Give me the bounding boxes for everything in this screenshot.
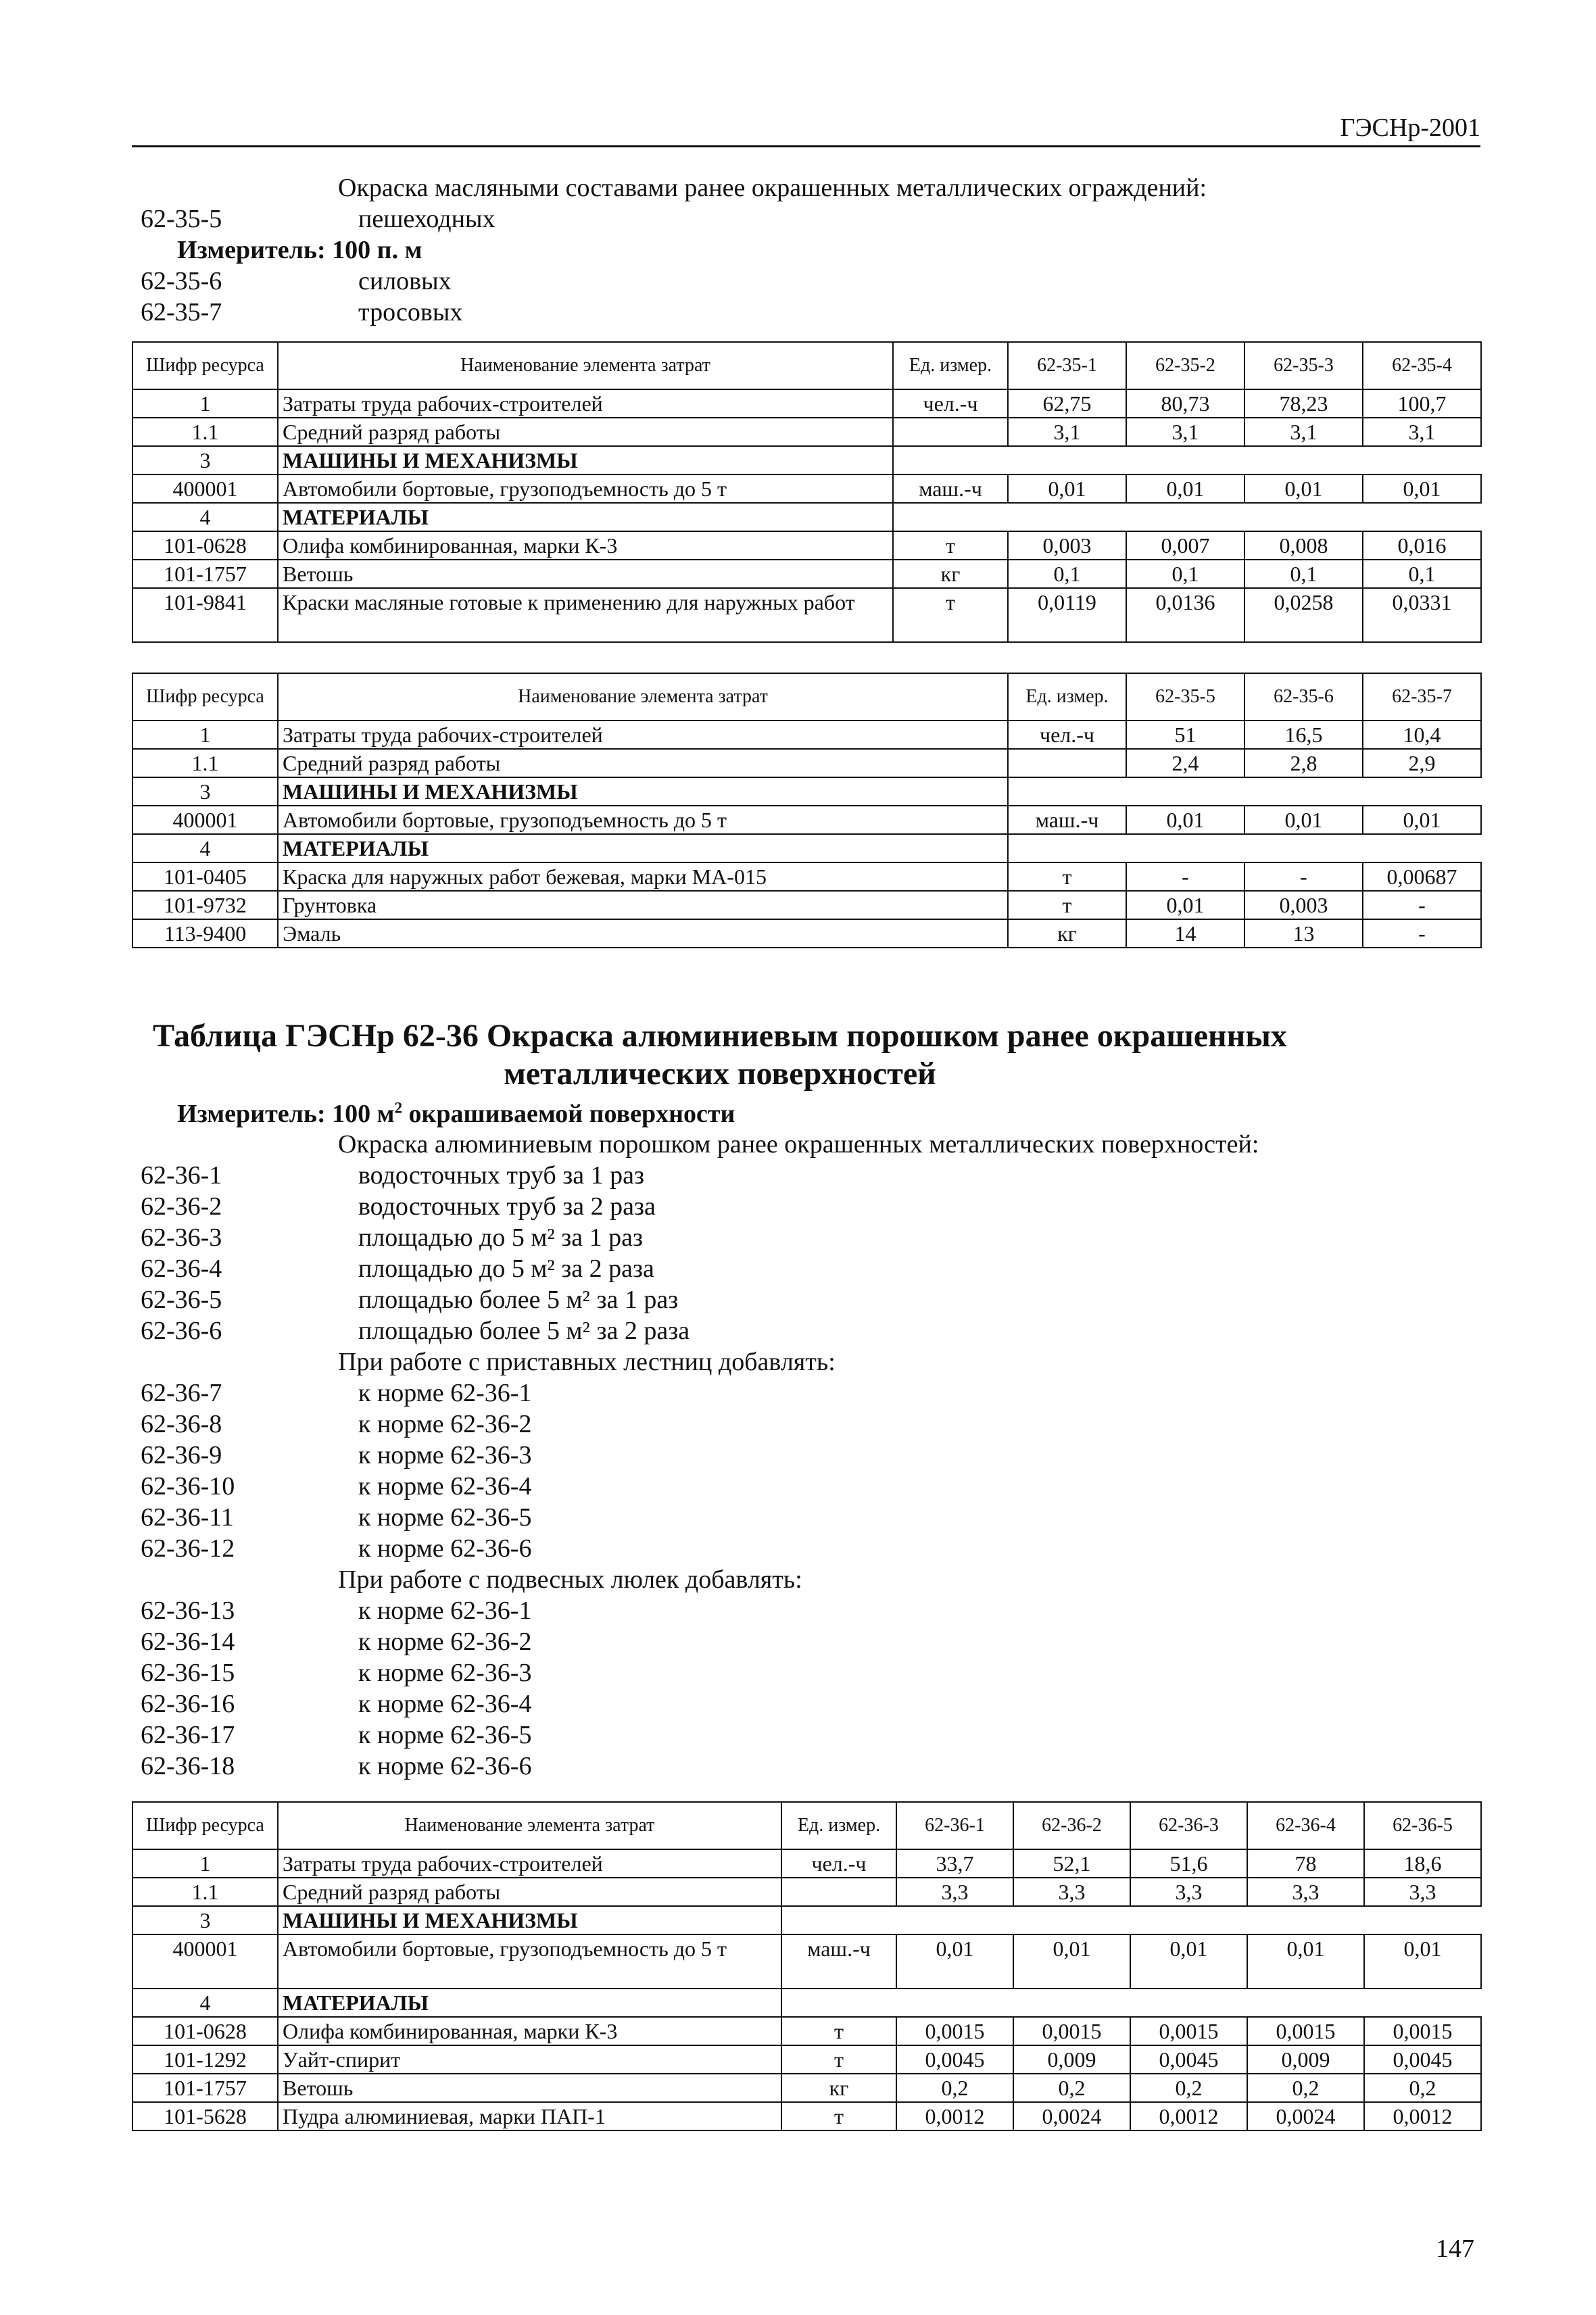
value-cell: 10,4 xyxy=(1363,721,1481,749)
element-name-cell: МАШИНЫ И МЕХАНИЗМЫ xyxy=(278,1906,781,1934)
element-name-cell: МАШИНЫ И МЕХАНИЗМЫ xyxy=(278,446,893,474)
unit-cell: т xyxy=(1008,891,1126,919)
unit-cell: маш.-ч xyxy=(893,474,1008,503)
column-header: Наименование элемента затрат xyxy=(278,1802,781,1849)
value-cell: - xyxy=(1363,891,1481,919)
table-title-line1: Таблица ГЭСНр 62-36 Окраска алюминиевым порошком ранее окрашенных xyxy=(153,1018,1287,1054)
value-cell: 13 xyxy=(1244,919,1363,948)
value-cell: 0,01 xyxy=(1244,474,1363,503)
table-row xyxy=(132,1989,1481,2017)
value-cell xyxy=(1247,1989,1364,2017)
value-cell: 0,01 xyxy=(1247,1934,1364,1989)
subheading-cradles: При работе с подвесных люлек добавлять: xyxy=(338,1565,802,1594)
resource-code-cell: 101-0628 xyxy=(132,531,278,560)
value-cell: 0,01 xyxy=(1126,474,1244,503)
value-cell: 0,0136 xyxy=(1126,588,1244,642)
item-text: площадью более 5 м² за 2 раза xyxy=(358,1317,690,1345)
table-row xyxy=(132,2017,1481,2045)
value-cell xyxy=(1126,446,1244,474)
value-cell: 0,0012 xyxy=(1130,2102,1247,2130)
table-row xyxy=(132,862,1481,891)
element-name-cell: Автомобили бортовые, грузоподъемность до 5 т xyxy=(278,806,1008,834)
resource-code-cell: 113-9400 xyxy=(132,919,278,948)
table-row xyxy=(132,1906,1481,1934)
value-cell xyxy=(1247,1906,1364,1934)
resource-code-cell: 101-0628 xyxy=(132,2017,278,2045)
value-cell: 0,01 xyxy=(1363,806,1481,834)
value-cell: 0,003 xyxy=(1244,891,1363,919)
unit-cell: т xyxy=(781,2045,896,2074)
value-cell xyxy=(896,1906,1013,1934)
value-cell xyxy=(1126,503,1244,531)
unit-cell: т xyxy=(781,2102,896,2130)
value-cell xyxy=(1126,834,1244,862)
unit-cell xyxy=(781,1878,896,1906)
table-row xyxy=(132,806,1481,834)
element-name-cell: Олифа комбинированная, марки К-3 xyxy=(278,531,893,560)
item-text: к норме 62-36-5 xyxy=(358,1721,532,1749)
value-cell xyxy=(1244,777,1363,806)
table-row xyxy=(132,418,1481,446)
item-text: водосточных труб за 1 раз xyxy=(358,1161,644,1190)
unit-cell xyxy=(781,1906,896,1934)
value-cell: 100,7 xyxy=(1363,389,1481,418)
unit-cell: т xyxy=(893,531,1008,560)
unit-cell xyxy=(1008,749,1126,777)
resource-code-cell: 101-5628 xyxy=(132,2102,278,2130)
value-cell: - xyxy=(1126,862,1244,891)
item-code: 62-36-16 xyxy=(141,1690,235,1718)
value-cell xyxy=(1244,834,1363,862)
value-cell: 0,009 xyxy=(1013,2045,1130,2074)
value-cell: 0,0024 xyxy=(1247,2102,1364,2130)
value-cell xyxy=(1013,1989,1130,2017)
value-cell: 0,01 xyxy=(896,1934,1013,1989)
item-code: 62-36-17 xyxy=(141,1721,235,1749)
value-cell: 0,0015 xyxy=(1364,2017,1481,2045)
resource-code-cell: 3 xyxy=(132,777,278,806)
resource-code-cell: 101-1292 xyxy=(132,2045,278,2074)
column-header: 62-35-4 xyxy=(1363,342,1481,389)
element-name-cell: Затраты труда рабочих-строителей xyxy=(278,721,1008,749)
item-code: 62-36-2 xyxy=(141,1192,222,1221)
header-row xyxy=(132,673,1481,721)
element-name-cell: Средний разряд работы xyxy=(278,1878,781,1906)
value-cell: 0,01 xyxy=(1244,806,1363,834)
value-cell: 51 xyxy=(1126,721,1244,749)
value-cell: 0,003 xyxy=(1008,531,1126,560)
value-cell: 3,3 xyxy=(896,1878,1013,1906)
sec1-intro: Окраска масляными составами ранее окрашенных металлических ограждений: xyxy=(338,174,1207,202)
column-header: 62-36-5 xyxy=(1364,1802,1481,1849)
column-header: Шифр ресурса xyxy=(132,1802,278,1849)
item-code: 62-36-10 xyxy=(141,1472,235,1501)
column-header: Ед. измер. xyxy=(1008,673,1126,721)
resource-table-62-35-1-4 xyxy=(132,341,1482,643)
unit-cell xyxy=(893,446,1008,474)
element-name-cell: Средний разряд работы xyxy=(278,749,1008,777)
element-name-cell: Эмаль xyxy=(278,919,1008,948)
table-row xyxy=(132,749,1481,777)
value-cell: 14 xyxy=(1126,919,1244,948)
unit-cell: кг xyxy=(781,2074,896,2102)
element-name-cell: Краска для наружных работ бежевая, марки МА-015 xyxy=(278,862,1008,891)
meter-label: Измеритель: 100 п. м xyxy=(177,236,422,264)
sec2-intro: Окраска алюминиевым порошком ранее окрашенных металлических поверхностей: xyxy=(338,1130,1259,1159)
value-cell xyxy=(1008,446,1126,474)
element-name-cell: МАТЕРИАЛЫ xyxy=(278,503,893,531)
table-row xyxy=(132,503,1481,531)
element-name-cell: Уайт-спирит xyxy=(278,2045,781,2074)
item-text: к норме 62-36-1 xyxy=(358,1379,532,1407)
value-cell: 3,3 xyxy=(1130,1878,1247,1906)
item-code: 62-36-3 xyxy=(141,1223,222,1252)
item-text: к норме 62-36-4 xyxy=(358,1472,532,1501)
value-cell: 3,3 xyxy=(1364,1878,1481,1906)
value-cell: 0,008 xyxy=(1244,531,1363,560)
value-cell: 2,9 xyxy=(1363,749,1481,777)
item-code: 62-36-13 xyxy=(141,1597,235,1625)
table-row xyxy=(132,474,1481,503)
item-code: 62-36-18 xyxy=(141,1752,235,1780)
item-text: к норме 62-36-3 xyxy=(358,1659,532,1687)
item-text: к норме 62-36-2 xyxy=(358,1628,532,1656)
column-header: 62-35-6 xyxy=(1244,673,1363,721)
table-row xyxy=(132,389,1481,418)
item-text: к норме 62-36-2 xyxy=(358,1410,532,1438)
table-row xyxy=(132,1878,1481,1906)
value-cell: 0,0119 xyxy=(1008,588,1126,642)
unit-cell: кг xyxy=(1008,919,1126,948)
resource-table-62-35-5-7 xyxy=(132,673,1482,948)
value-cell: 2,8 xyxy=(1244,749,1363,777)
value-cell xyxy=(1244,446,1363,474)
item-code: 62-36-5 xyxy=(141,1286,222,1314)
value-cell: 3,1 xyxy=(1363,418,1481,446)
column-header: Шифр ресурса xyxy=(132,673,278,721)
value-cell: 0,01 xyxy=(1008,474,1126,503)
resource-code-cell: 101-1757 xyxy=(132,2074,278,2102)
value-cell: 51,6 xyxy=(1130,1849,1247,1878)
value-cell: 3,1 xyxy=(1008,418,1126,446)
table-row xyxy=(132,2102,1481,2130)
element-name-cell: Затраты труда рабочих-строителей xyxy=(278,1849,781,1878)
value-cell: 3,3 xyxy=(1013,1878,1130,1906)
resource-code-cell: 101-9841 xyxy=(132,588,278,642)
column-header: 62-35-2 xyxy=(1126,342,1244,389)
unit-cell: т xyxy=(893,588,1008,642)
element-name-cell: Олифа комбинированная, марки К-3 xyxy=(278,2017,781,2045)
element-name-cell: Затраты труда рабочих-строителей xyxy=(278,389,893,418)
resource-code-cell: 1 xyxy=(132,721,278,749)
value-cell: 0,01 xyxy=(1013,1934,1130,1989)
value-cell xyxy=(1363,503,1481,531)
value-cell: 0,2 xyxy=(1247,2074,1364,2102)
unit-cell: чел.-ч xyxy=(893,389,1008,418)
column-header: Ед. измер. xyxy=(893,342,1008,389)
unit-cell: маш.-ч xyxy=(781,1934,896,1989)
table-row xyxy=(132,1934,1481,1989)
item-text: площадью до 5 м² за 1 раз xyxy=(358,1223,644,1252)
column-header: Наименование элемента затрат xyxy=(278,342,893,389)
item-code: 62-35-5 xyxy=(141,205,222,233)
column-header: Ед. измер. xyxy=(781,1802,896,1849)
element-name-cell: Ветошь xyxy=(278,2074,781,2102)
value-cell: 3,3 xyxy=(1247,1878,1364,1906)
item-text: площадью до 5 м² за 2 раза xyxy=(358,1254,654,1283)
subheading-ladders: При работе с приставных лестниц добавлять: xyxy=(338,1348,836,1376)
item-code: 62-36-7 xyxy=(141,1379,222,1407)
resource-code-cell: 1 xyxy=(132,389,278,418)
column-header: 62-35-1 xyxy=(1008,342,1126,389)
value-cell: 0,2 xyxy=(896,2074,1013,2102)
resource-code-cell: 1.1 xyxy=(132,418,278,446)
value-cell: - xyxy=(1363,919,1481,948)
item-text: силовых xyxy=(358,267,452,295)
column-header: Шифр ресурса xyxy=(132,342,278,389)
table-row xyxy=(132,560,1481,588)
item-code: 62-36-9 xyxy=(141,1441,222,1469)
resource-table-62-36 xyxy=(132,1801,1482,2131)
unit-cell: чел.-ч xyxy=(781,1849,896,1878)
item-text: к норме 62-36-6 xyxy=(358,1534,532,1563)
resource-code-cell: 400001 xyxy=(132,474,278,503)
value-cell xyxy=(1008,503,1126,531)
resource-code-cell: 101-0405 xyxy=(132,862,278,891)
item-code: 62-36-8 xyxy=(141,1410,222,1438)
unit-cell: кг xyxy=(893,560,1008,588)
value-cell: 0,0258 xyxy=(1244,588,1363,642)
value-cell: 2,4 xyxy=(1126,749,1244,777)
table-title-line2: металлических поверхностей xyxy=(504,1056,936,1092)
column-header: 62-36-1 xyxy=(896,1802,1013,1849)
item-text: к норме 62-36-5 xyxy=(358,1503,532,1532)
header-row xyxy=(132,342,1481,389)
element-name-cell: Грунтовка xyxy=(278,891,1008,919)
table-row xyxy=(132,2045,1481,2074)
value-cell: 3,1 xyxy=(1126,418,1244,446)
item-code: 62-36-6 xyxy=(141,1317,222,1345)
unit-cell xyxy=(893,503,1008,531)
element-name-cell: МАТЕРИАЛЫ xyxy=(278,834,1008,862)
element-name-cell: МАТЕРИАЛЫ xyxy=(278,1989,781,2017)
item-code: 62-36-1 xyxy=(141,1161,222,1190)
running-header xyxy=(132,112,1480,147)
resource-code-cell: 3 xyxy=(132,1906,278,1934)
column-header: 62-35-5 xyxy=(1126,673,1244,721)
item-text: тросовых xyxy=(358,298,463,326)
value-cell: 18,6 xyxy=(1364,1849,1481,1878)
item-text: пешеходных xyxy=(358,205,495,233)
unit-cell xyxy=(1008,834,1126,862)
value-cell xyxy=(1126,777,1244,806)
resource-code-cell: 3 xyxy=(132,446,278,474)
value-cell: 78,23 xyxy=(1244,389,1363,418)
value-cell: 78 xyxy=(1247,1849,1364,1878)
item-code: 62-36-12 xyxy=(141,1534,235,1563)
resource-code-cell: 1.1 xyxy=(132,1878,278,1906)
value-cell: 0,00687 xyxy=(1363,862,1481,891)
table-row xyxy=(132,1849,1481,1878)
item-code: 62-36-14 xyxy=(141,1628,235,1656)
unit-cell: т xyxy=(1008,862,1126,891)
table-row xyxy=(132,531,1481,560)
resource-code-cell: 1.1 xyxy=(132,749,278,777)
column-header: 62-36-2 xyxy=(1013,1802,1130,1849)
value-cell: 80,73 xyxy=(1126,389,1244,418)
value-cell: 0,1 xyxy=(1244,560,1363,588)
table-row xyxy=(132,891,1481,919)
item-text: к норме 62-36-6 xyxy=(358,1752,532,1780)
value-cell: 0,0012 xyxy=(1364,2102,1481,2130)
resource-code-cell: 4 xyxy=(132,834,278,862)
value-cell: 0,01 xyxy=(1363,474,1481,503)
item-text: к норме 62-36-3 xyxy=(358,1441,532,1469)
column-header: 62-35-7 xyxy=(1363,673,1481,721)
value-cell: 0,1 xyxy=(1363,560,1481,588)
header-row xyxy=(132,1802,1481,1849)
table-row xyxy=(132,919,1481,948)
value-cell xyxy=(1363,834,1481,862)
value-cell: 0,2 xyxy=(1013,2074,1130,2102)
resource-code-cell: 101-1757 xyxy=(132,560,278,588)
unit-cell xyxy=(893,418,1008,446)
value-cell: 0,0015 xyxy=(1130,2017,1247,2045)
element-name-cell: Ветошь xyxy=(278,560,893,588)
element-name-cell: Средний разряд работы xyxy=(278,418,893,446)
value-cell: 0,016 xyxy=(1363,531,1481,560)
value-cell: 0,2 xyxy=(1364,2074,1481,2102)
resource-code-cell: 1 xyxy=(132,1849,278,1878)
value-cell: 0,0015 xyxy=(1013,2017,1130,2045)
value-cell xyxy=(1364,1989,1481,2017)
value-cell: 0,007 xyxy=(1126,531,1244,560)
unit-cell: т xyxy=(781,2017,896,2045)
value-cell xyxy=(1363,777,1481,806)
value-cell xyxy=(1244,503,1363,531)
table-row xyxy=(132,2074,1481,2102)
unit-cell: чел.-ч xyxy=(1008,721,1126,749)
value-cell: 0,009 xyxy=(1247,2045,1364,2074)
value-cell: 0,0015 xyxy=(896,2017,1013,2045)
meter-label-62-36: Измеритель: 100 $м^2$ окрашиваемой поверхности xyxy=(177,1099,735,1128)
table-row xyxy=(132,446,1481,474)
value-cell: 0,1 xyxy=(1008,560,1126,588)
value-cell: 0,2 xyxy=(1130,2074,1247,2102)
resource-code-cell: 400001 xyxy=(132,806,278,834)
value-cell: 0,0045 xyxy=(1130,2045,1247,2074)
column-header: 62-36-4 xyxy=(1247,1802,1364,1849)
value-cell xyxy=(1013,1906,1130,1934)
element-name-cell: Краски масляные готовые к применению для наружных работ xyxy=(278,588,893,642)
page-number: 147 xyxy=(1436,2235,1474,2263)
value-cell xyxy=(896,1989,1013,2017)
table-row xyxy=(132,721,1481,749)
item-text: водосточных труб за 2 раза xyxy=(358,1192,656,1221)
table-row xyxy=(132,588,1481,642)
value-cell: 0,1 xyxy=(1126,560,1244,588)
column-header: Наименование элемента затрат xyxy=(278,673,1008,721)
value-cell: 0,0045 xyxy=(896,2045,1013,2074)
value-cell: 0,01 xyxy=(1126,891,1244,919)
value-cell: 52,1 xyxy=(1013,1849,1130,1878)
unit-cell xyxy=(781,1989,896,2017)
table-row xyxy=(132,834,1481,862)
value-cell: 3,1 xyxy=(1244,418,1363,446)
element-name-cell: Пудра алюминиевая, марки ПАП-1 xyxy=(278,2102,781,2130)
table-row xyxy=(132,777,1481,806)
value-cell: 0,0045 xyxy=(1364,2045,1481,2074)
resource-code-cell: 4 xyxy=(132,503,278,531)
resource-code-cell: 400001 xyxy=(132,1934,278,1989)
resource-code-cell: 4 xyxy=(132,1989,278,2017)
column-header: 62-35-3 xyxy=(1244,342,1363,389)
element-name-cell: МАШИНЫ И МЕХАНИЗМЫ xyxy=(278,777,1008,806)
value-cell: 33,7 xyxy=(896,1849,1013,1878)
item-code: 62-36-4 xyxy=(141,1254,222,1283)
value-cell xyxy=(1364,1906,1481,1934)
value-cell: 16,5 xyxy=(1244,721,1363,749)
value-cell: 0,01 xyxy=(1130,1934,1247,1989)
value-cell: 0,0012 xyxy=(896,2102,1013,2130)
item-code: 62-36-11 xyxy=(141,1503,234,1532)
value-cell: 0,01 xyxy=(1364,1934,1481,1989)
unit-cell xyxy=(1008,777,1126,806)
header-code: ГЭСНр-2001 xyxy=(1340,114,1480,142)
item-text: к норме 62-36-4 xyxy=(358,1690,532,1718)
value-cell: 0,0024 xyxy=(1013,2102,1130,2130)
item-code: 62-35-6 xyxy=(141,267,222,295)
value-cell: - xyxy=(1244,862,1363,891)
value-cell: 0,0015 xyxy=(1247,2017,1364,2045)
value-cell xyxy=(1363,446,1481,474)
resource-code-cell: 101-9732 xyxy=(132,891,278,919)
value-cell: 0,01 xyxy=(1126,806,1244,834)
value-cell: 0,0331 xyxy=(1363,588,1481,642)
element-name-cell: Автомобили бортовые, грузоподъемность до 5 т xyxy=(278,1934,781,1989)
element-name-cell: Автомобили бортовые, грузоподъемность до 5 т xyxy=(278,474,893,503)
value-cell xyxy=(1130,1989,1247,2017)
value-cell xyxy=(1130,1906,1247,1934)
column-header: 62-36-3 xyxy=(1130,1802,1247,1849)
item-text: к норме 62-36-1 xyxy=(358,1597,532,1625)
item-code: 62-35-7 xyxy=(141,298,222,326)
item-code: 62-36-15 xyxy=(141,1659,235,1687)
unit-cell: маш.-ч xyxy=(1008,806,1126,834)
item-text: площадью более 5 м² за 1 раз xyxy=(358,1286,679,1314)
value-cell: 62,75 xyxy=(1008,389,1126,418)
